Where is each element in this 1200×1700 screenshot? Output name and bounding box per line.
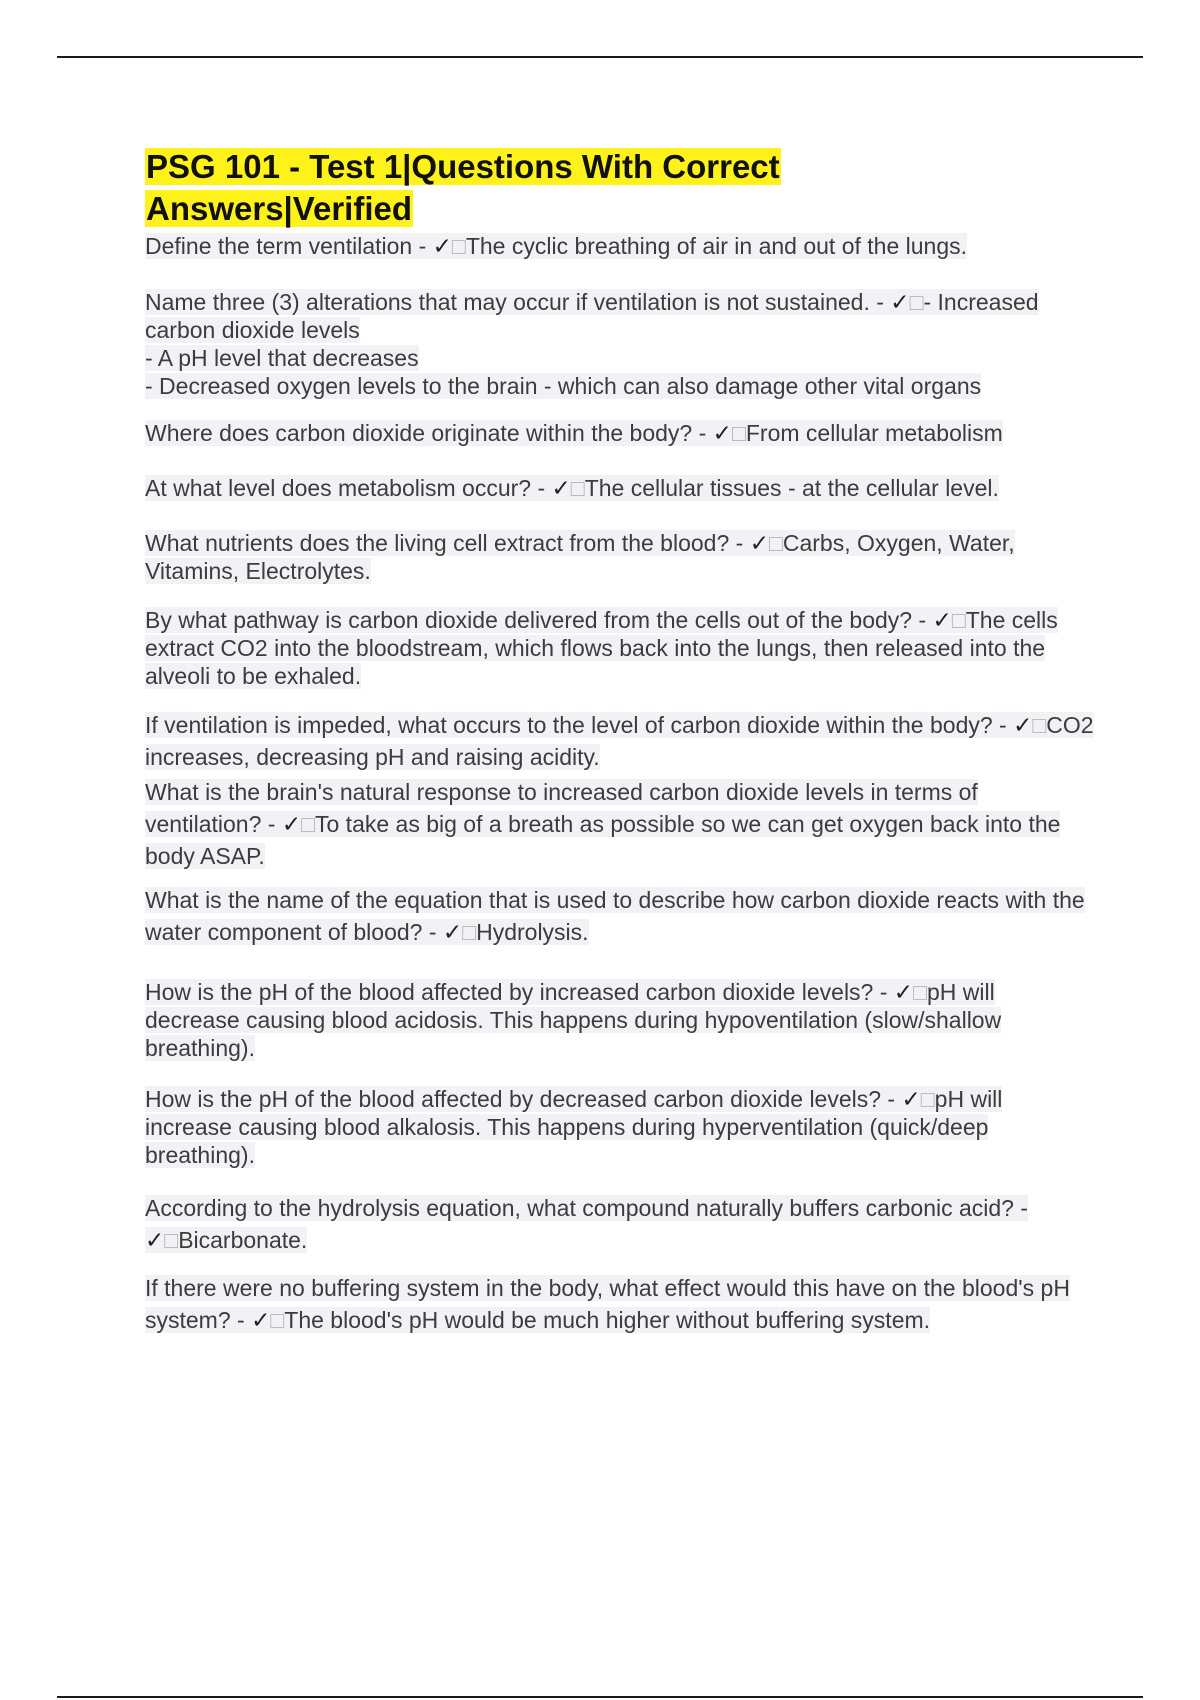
qa-text: [145, 530, 1015, 584]
check-icon: ✓: [890, 289, 910, 315]
check-icon: ✓: [712, 420, 732, 446]
missing-glyph-icon: □: [270, 1307, 285, 1333]
question-text: By what pathway is carbon dioxide delivered from the cells out of the body? -: [145, 607, 933, 633]
check-icon: ✓: [1013, 712, 1033, 738]
document-title: [145, 146, 865, 230]
question-text: What is the brain's natural response to increased carbon dioxide levels in terms of ventilation? -: [145, 779, 978, 837]
check-icon: ✓: [932, 607, 952, 633]
check-icon: ✓: [893, 979, 914, 1005]
qa-item: [145, 709, 1095, 773]
check-icon: ✓: [442, 919, 463, 945]
qa-item: [145, 288, 1095, 400]
document-body: [145, 146, 1095, 1333]
answer-list-line: - Decreased oxygen levels to the brain - which can also damage other vital organs: [145, 373, 982, 399]
question-text: How is the pH of the blood affected by increased carbon dioxide levels? -: [145, 979, 894, 1005]
check-icon: ✓: [432, 233, 452, 259]
qa-item: [145, 1192, 1095, 1256]
check-icon: ✓: [145, 1227, 165, 1253]
qa-item: [145, 884, 1095, 948]
qa-item: [145, 419, 1095, 447]
qa-text: [145, 1275, 1070, 1333]
answer-text: pH will decrease causing blood acidosis. This happens during hypoventilation (slow/shallow breathing).: [145, 979, 1002, 1061]
qa-item: [145, 606, 1095, 690]
question-text: At what level does metabolism occur? -: [145, 475, 552, 501]
missing-glyph-icon: □: [462, 919, 477, 945]
missing-glyph-icon: □: [951, 607, 966, 633]
qa-text: [145, 420, 1003, 446]
missing-glyph-icon: □: [920, 1086, 935, 1112]
question-text: What nutrients does the living cell extract from the blood? -: [145, 530, 750, 556]
answer-list-line: - A pH level that decreases: [145, 345, 419, 371]
qa-item: [145, 474, 1095, 502]
answer-text: Carbs, Oxygen, Water, Vitamins, Electrolytes.: [145, 530, 1015, 584]
qa-text: [145, 1195, 1028, 1253]
qa-text: [145, 289, 1039, 343]
answer-text: Bicarbonate.: [178, 1227, 308, 1253]
answer-text: The blood's pH would be much higher without buffering system.: [284, 1307, 931, 1333]
answer-text: From cellular metabolism: [745, 420, 1003, 446]
question-text: Name three (3) alterations that may occur if ventilation is not sustained. -: [145, 289, 891, 315]
title-highlight: PSG 101 - Test 1|Questions With Correct Answers|Verified: [146, 148, 780, 227]
check-icon: ✓: [551, 475, 571, 501]
qa-item: [145, 529, 1095, 585]
question-text: According to the hydrolysis equation, what compound naturally buffers carbonic acid? -: [145, 1195, 1029, 1221]
qa-text: [145, 779, 1060, 869]
qa-item: [145, 978, 1095, 1062]
qa-text: [145, 979, 1001, 1061]
answer-text: - Increased carbon dioxide levels: [145, 289, 1039, 343]
missing-glyph-icon: □: [909, 289, 924, 315]
qa-item: [145, 776, 1095, 872]
qa-item: [145, 1272, 1095, 1336]
missing-glyph-icon: □: [768, 530, 783, 556]
missing-glyph-icon: □: [164, 1227, 179, 1253]
missing-glyph-icon: □: [913, 979, 927, 1005]
qa-item: [145, 1085, 1095, 1169]
answer-text: The cellular tissues - at the cellular level.: [584, 475, 999, 501]
check-icon: ✓: [901, 1086, 921, 1112]
check-icon: ✓: [281, 811, 302, 837]
qa-text: [145, 233, 967, 259]
answer-text: The cells extract CO2 into the bloodstream, which flows back into the lungs, then released into the alveoli to be exhaled.: [145, 607, 1058, 689]
answer-text: Hydrolysis.: [476, 919, 589, 945]
missing-glyph-icon: □: [570, 475, 585, 501]
qa-text: [145, 887, 1085, 945]
question-text: Define the term ventilation -: [145, 233, 433, 259]
top-rule: [57, 56, 1143, 58]
qa-item: [145, 232, 1095, 260]
qa-text: [145, 607, 1058, 689]
missing-glyph-icon: □: [1032, 712, 1047, 738]
check-icon: ✓: [749, 530, 769, 556]
bottom-rule: [57, 1696, 1143, 1698]
qa-text: [145, 712, 1094, 770]
missing-glyph-icon: □: [301, 811, 315, 837]
question-text: If ventilation is impeded, what occurs to the level of carbon dioxide within the body? -: [145, 712, 1014, 738]
check-icon: ✓: [251, 1307, 271, 1333]
answer-text: To take as big of a breath as possible so we can get oxygen back into the body ASAP.: [145, 811, 1061, 869]
qa-text: [145, 475, 999, 501]
question-text: How is the pH of the blood affected by decreased carbon dioxide levels? -: [145, 1086, 902, 1112]
question-text: Where does carbon dioxide originate within the body? -: [145, 420, 713, 446]
question-text: If there were no buffering system in the body, what effect would this have on the blood's pH system? -: [145, 1275, 1070, 1333]
answer-text: The cyclic breathing of air in and out of the lungs.: [465, 233, 968, 259]
qa-text: [145, 1086, 1002, 1168]
missing-glyph-icon: □: [451, 233, 466, 259]
missing-glyph-icon: □: [731, 420, 746, 446]
answer-text: CO2 increases, decreasing pH and raising acidity.: [145, 712, 1094, 770]
answer-text: pH will increase causing blood alkalosis. This happens during hyperventilation (quick/deep breathing).: [145, 1086, 1003, 1168]
question-text: What is the name of the equation that is used to describe how carbon dioxide reacts with the water component of blood? -: [145, 887, 1085, 945]
